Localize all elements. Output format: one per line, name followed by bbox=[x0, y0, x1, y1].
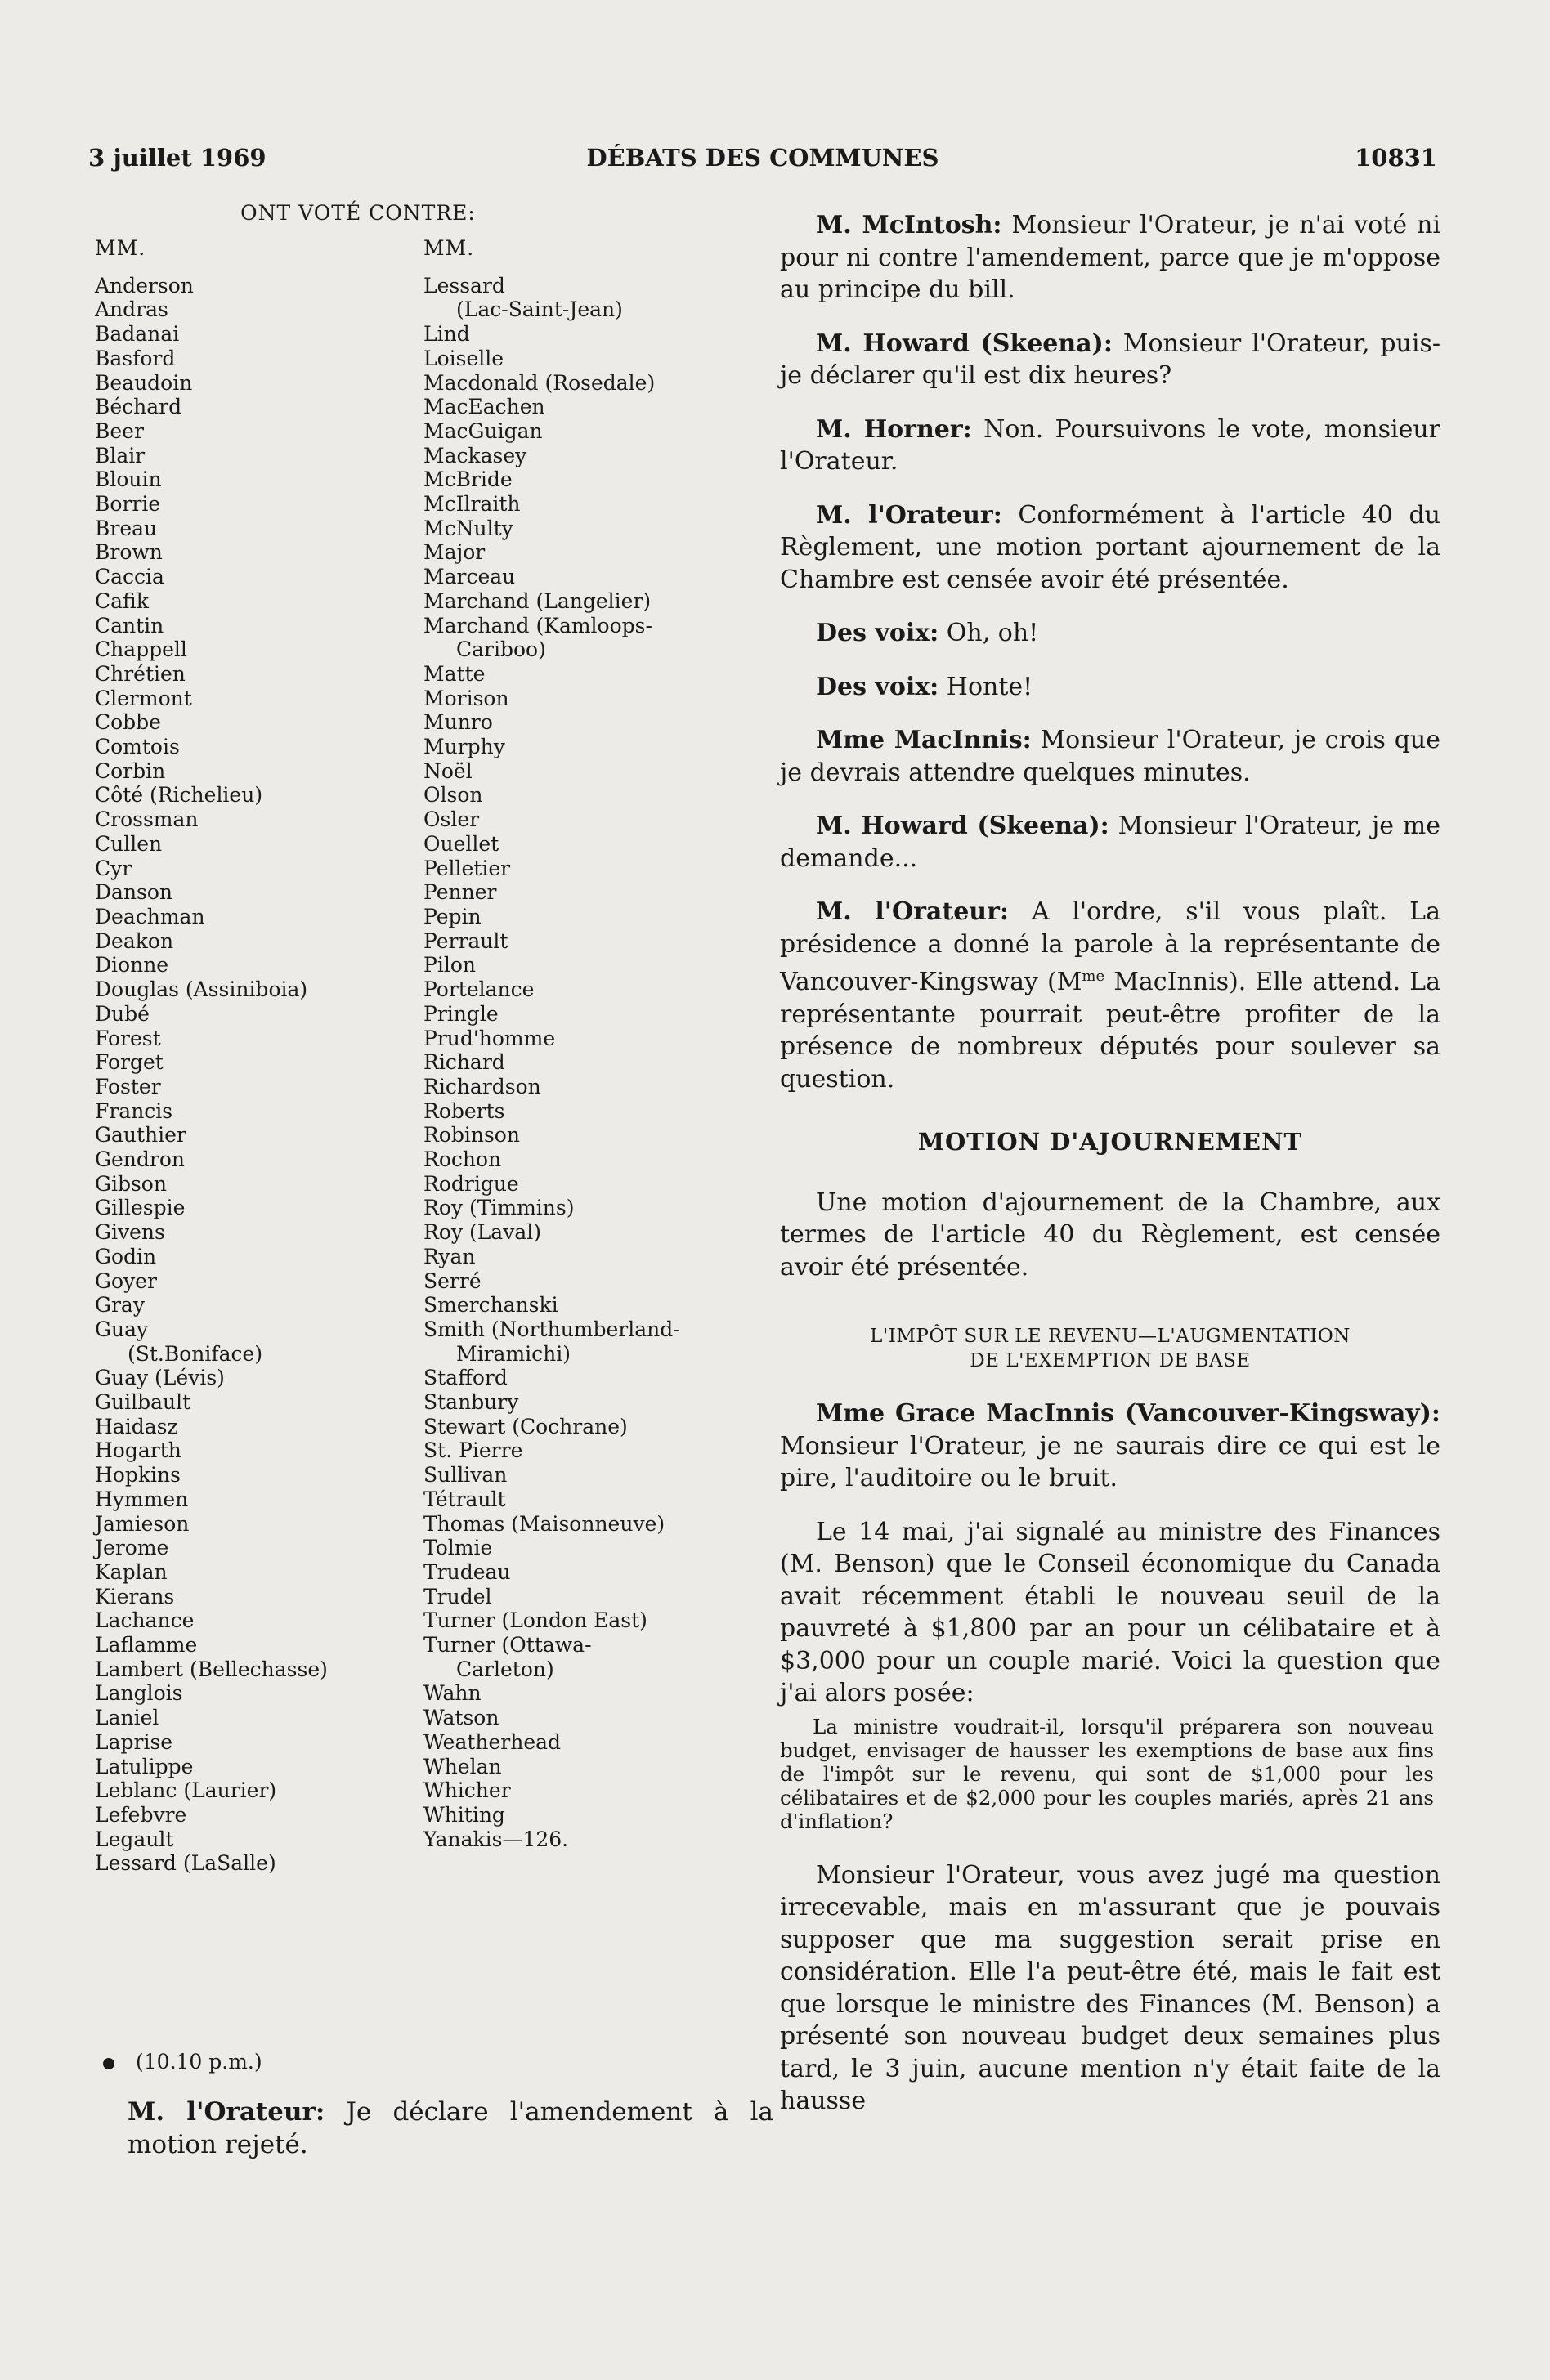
header-title: DÉBATS DES COMMUNES bbox=[586, 144, 939, 172]
member-name: Ryan bbox=[423, 1244, 476, 1268]
member-name: Guay (Lévis) bbox=[95, 1366, 225, 1390]
speaker-label: M. l'Orateur: bbox=[128, 2097, 325, 2127]
member-name: Turner (London East) bbox=[423, 1608, 647, 1633]
member-name: Cobbe bbox=[95, 710, 161, 735]
member-name: (Lac-Saint-Jean) bbox=[456, 298, 623, 322]
member-name: Lambert (Bellechasse) bbox=[95, 1657, 328, 1681]
member-name: Lessard bbox=[423, 273, 505, 298]
member-name: Danson bbox=[95, 880, 173, 905]
member-name: Roy (Timmins) bbox=[423, 1196, 575, 1220]
member-name: Guay bbox=[95, 1317, 149, 1341]
member-name: Cullen bbox=[95, 831, 163, 856]
header-date: 3 juillet 1969 bbox=[88, 144, 267, 172]
member-name: Borrie bbox=[95, 492, 161, 517]
speaker-label: M. l'Orateur: bbox=[816, 500, 1002, 530]
member-name: (St.Boniface) bbox=[128, 1341, 263, 1366]
member-name: Mackasey bbox=[423, 443, 527, 468]
speaker-label: Mme Grace MacInnis (Vancouver-Kingsway): bbox=[816, 1399, 1440, 1428]
paragraph-text: Le 14 mai, j'ai signalé au ministre des Finances (M. Benson) que le Conseil économique du Canada avait récemment établi le nouveau seuil de la pauvreté à $1,800 par an pour un célibataire et à $3,000 pour un couple marié. Voici la question que j'ai alors posée: bbox=[780, 1517, 1440, 1707]
superscript: me bbox=[1082, 968, 1105, 985]
paragraph bbox=[780, 896, 1440, 1095]
paragraph bbox=[780, 499, 1440, 597]
paragraph bbox=[780, 1187, 1440, 1284]
member-name: Brown bbox=[95, 540, 163, 565]
paragraph bbox=[780, 1398, 1440, 1495]
member-name: Blouin bbox=[95, 468, 162, 492]
paragraph-text: Monsieur l'Orateur, vous avez jugé ma question irrecevable, mais en m'assurant que je pouvais supposer que ma suggestion serait prise en considération. Elle l'a peut-être été, mais le fait est que lorsque le ministre des Finances (M. Benson) a présenté son nouveau budget deux semaines plus tard, le 3 juin, aucune mention n'y était faite de la hausse bbox=[780, 1860, 1440, 2115]
paragraph bbox=[780, 414, 1440, 478]
left-final-paragraph bbox=[128, 2096, 773, 2161]
member-name: Blair bbox=[95, 443, 146, 468]
paragraph-text: Oh, oh! bbox=[946, 619, 1039, 647]
member-name: Basford bbox=[95, 346, 176, 370]
paragraph-text: Monsieur l'Orateur, je ne saurais dire ce qui est le pire, l'auditoire ou le bruit. bbox=[780, 1431, 1440, 1492]
member-name: Cariboo) bbox=[456, 638, 546, 662]
member-name: Latulippe bbox=[95, 1754, 194, 1778]
member-name: Stafford bbox=[423, 1366, 508, 1390]
member-name: Dubé bbox=[95, 1001, 150, 1026]
member-name: Penner bbox=[423, 880, 497, 905]
member-name: Matte bbox=[423, 661, 486, 686]
page-number: 10831 bbox=[1355, 144, 1437, 172]
member-name: McIlraith bbox=[423, 492, 521, 517]
paragraph-text: Honte! bbox=[946, 672, 1033, 701]
member-name: Goyer bbox=[95, 1268, 157, 1293]
member-name: Kaplan bbox=[95, 1559, 168, 1584]
paragraph-text: MacInnis). Elle attend. La représentante pourrait peut-être profiter de la présence de nombreux députés pour soulever sa question. bbox=[780, 968, 1440, 1094]
speaker-label: Des voix: bbox=[816, 619, 939, 647]
member-name: Forget bbox=[95, 1050, 164, 1075]
member-name: Gillespie bbox=[95, 1196, 186, 1220]
member-name: Carleton) bbox=[456, 1657, 554, 1681]
member-name: Beer bbox=[95, 418, 144, 443]
member-name: Corbin bbox=[95, 758, 166, 783]
member-name: Cafik bbox=[95, 588, 149, 613]
member-name: Lefebvre bbox=[95, 1803, 187, 1827]
member-name: Whelan bbox=[423, 1754, 502, 1778]
member-name: Laprise bbox=[95, 1729, 173, 1754]
bullet-icon bbox=[103, 2058, 114, 2069]
paragraph-text: Je déclare l'amendement à la motion rejeté. bbox=[128, 2097, 774, 2159]
member-name: McBride bbox=[423, 468, 513, 492]
speaker-label: M. l'Orateur: bbox=[816, 897, 1009, 926]
votes-title: ONT VOTÉ CONTRE: bbox=[240, 201, 476, 225]
member-name: Miramichi) bbox=[456, 1341, 571, 1366]
member-name: Caccia bbox=[95, 565, 164, 589]
member-name: Thomas (Maisonneuve) bbox=[423, 1511, 665, 1536]
member-name: Côté (Richelieu) bbox=[95, 783, 263, 808]
member-name: Loiselle bbox=[423, 346, 504, 370]
time-marker bbox=[103, 2050, 262, 2074]
member-name: Prud'homme bbox=[423, 1026, 556, 1050]
speaker-label: M. Horner: bbox=[816, 414, 972, 444]
vote-column-2 bbox=[423, 236, 767, 1851]
member-name: Francis bbox=[95, 1098, 173, 1123]
right-column bbox=[780, 209, 1440, 2139]
member-name: Deakon bbox=[95, 928, 174, 953]
speaker-label: Mme MacInnis: bbox=[816, 726, 1032, 754]
member-name: Leblanc (Laurier) bbox=[95, 1778, 277, 1803]
member-name: Legault bbox=[95, 1827, 174, 1851]
paragraph bbox=[780, 328, 1440, 392]
member-name: Béchard bbox=[95, 395, 182, 419]
paragraph-text: Non. Poursuivons le vote, monsieur l'Orateur. bbox=[780, 414, 1440, 476]
member-name: Trudel bbox=[423, 1584, 492, 1608]
member-name: Rodrigue bbox=[423, 1171, 519, 1196]
member-name: Jamieson bbox=[95, 1511, 190, 1536]
member-name: Breau bbox=[95, 516, 158, 540]
paragraph-text: A l'ordre, s'il vous plaît. La présidence a donné la parole à la représentante de Vancouver-Kingsway (M bbox=[780, 897, 1440, 996]
speaker-label: M. McIntosh: bbox=[816, 211, 1002, 239]
vote-column-1 bbox=[95, 236, 422, 1876]
member-name: Crossman bbox=[95, 808, 199, 832]
member-name: Chappell bbox=[95, 638, 187, 662]
member-name: Stanbury bbox=[423, 1390, 519, 1415]
member-name: Weatherhead bbox=[423, 1729, 562, 1754]
speaker-label: Des voix: bbox=[816, 672, 939, 701]
member-name: Macdonald (Rosedale) bbox=[423, 370, 656, 395]
paragraph-text: Monsieur l'Orateur, je me demande... bbox=[780, 812, 1441, 873]
member-name: Laflamme bbox=[95, 1633, 198, 1658]
member-name: McNulty bbox=[423, 516, 513, 540]
speaker-label: M. Howard (Skeena): bbox=[816, 812, 1109, 840]
section-title: MOTION D'AJOURNEMENT bbox=[917, 1128, 1303, 1156]
subsection-line: L'IMPÔT SUR LE REVENU—L'AUGMENTATION bbox=[870, 1326, 1351, 1347]
member-name: Cyr bbox=[95, 856, 132, 880]
member-name: Laniel bbox=[95, 1706, 159, 1730]
member-name: Foster bbox=[95, 1074, 161, 1098]
member-name: Beaudoin bbox=[95, 370, 193, 395]
member-name: Richardson bbox=[423, 1074, 541, 1098]
member-name: Gray bbox=[95, 1293, 145, 1318]
member-name: Andras bbox=[95, 298, 168, 322]
page-header bbox=[88, 144, 1437, 180]
member-name: Hymmen bbox=[95, 1487, 189, 1511]
member-name: Trudeau bbox=[423, 1559, 511, 1584]
member-name: Whiting bbox=[423, 1803, 505, 1827]
paragraph-text: Une motion d'ajournement de la Chambre, aux termes de l'article 40 du Règlement, est censée avoir été présentée. bbox=[780, 1188, 1440, 1282]
member-name: Lessard (LaSalle) bbox=[95, 1851, 276, 1876]
member-name: Murphy bbox=[423, 735, 505, 759]
col1-heading: MM. bbox=[95, 236, 146, 260]
member-name: Badanai bbox=[95, 322, 180, 347]
member-name: Clermont bbox=[95, 686, 192, 710]
member-name: Pringle bbox=[423, 1001, 499, 1026]
subsection-line: DE L'EXEMPTION DE BASE bbox=[970, 1350, 1251, 1371]
subsection-title bbox=[780, 1324, 1440, 1373]
paragraph bbox=[780, 209, 1440, 306]
paragraph-text: Monsieur l'Orateur, je n'ai voté ni pour ni contre l'amendement, parce que je m'oppose au principe du bill. bbox=[780, 211, 1441, 304]
paragraph bbox=[780, 1859, 1440, 2118]
member-name: Roberts bbox=[423, 1098, 505, 1123]
member-name: Yanakis—126. bbox=[423, 1827, 569, 1851]
vote-list bbox=[88, 236, 767, 2002]
paragraph-text: Monsieur l'Orateur, puis-je déclarer qu'il est dix heures? bbox=[780, 329, 1440, 390]
paragraph-text: Conformément à l'article 40 du Règlement, une motion portant ajournement de la Chambre est censée avoir été présentée. bbox=[780, 500, 1440, 594]
member-name: Morison bbox=[423, 686, 509, 710]
member-name: Smerchanski bbox=[423, 1293, 558, 1318]
member-name: Douglas (Assiniboia) bbox=[95, 978, 308, 1002]
member-name: Hogarth bbox=[95, 1438, 181, 1463]
member-name: Gauthier bbox=[95, 1123, 186, 1148]
paragraph bbox=[780, 617, 1440, 650]
time-text: (10.10 p.m.) bbox=[136, 2050, 262, 2074]
member-name: Comtois bbox=[95, 735, 180, 759]
col2-heading: MM. bbox=[423, 236, 475, 260]
member-name: St. Pierre bbox=[423, 1438, 523, 1463]
member-name: Sullivan bbox=[423, 1463, 508, 1488]
member-name: Turner (Ottawa- bbox=[423, 1633, 592, 1658]
member-name: Richard bbox=[423, 1050, 505, 1075]
member-name: Givens bbox=[95, 1220, 165, 1245]
member-name: Lind bbox=[423, 322, 470, 347]
member-name: Olson bbox=[423, 783, 483, 808]
member-name: Roy (Laval) bbox=[423, 1220, 541, 1245]
member-name: Gendron bbox=[95, 1148, 185, 1172]
member-name: Rochon bbox=[423, 1148, 502, 1172]
speaker-label: M. Howard (Skeena): bbox=[816, 329, 1113, 358]
col1-names bbox=[95, 274, 422, 1876]
member-name: Cantin bbox=[95, 613, 164, 638]
member-name: Wahn bbox=[423, 1681, 482, 1706]
member-name: Portelance bbox=[423, 978, 535, 1002]
member-name: Serré bbox=[423, 1268, 482, 1293]
member-name: Chrétien bbox=[95, 661, 186, 686]
member-name: Munro bbox=[423, 710, 493, 735]
member-name: Osler bbox=[423, 808, 480, 832]
member-name: Langlois bbox=[95, 1681, 183, 1706]
member-name: Stewart (Cochrane) bbox=[423, 1414, 628, 1438]
left-column bbox=[88, 201, 774, 2159]
member-name: Guilbault bbox=[95, 1390, 191, 1415]
paragraph bbox=[780, 1516, 1440, 1710]
paragraph bbox=[780, 810, 1440, 875]
member-name: Ouellet bbox=[423, 831, 499, 856]
member-name: Pelletier bbox=[423, 856, 511, 880]
paragraph bbox=[780, 724, 1440, 789]
member-name: Major bbox=[423, 540, 486, 565]
member-name: Marchand (Kamloops- bbox=[423, 613, 652, 638]
member-name: MacEachen bbox=[423, 395, 545, 419]
member-name: Noël bbox=[423, 758, 473, 783]
paragraph-text: Monsieur l'Orateur, je crois que je devrais attendre quelques minutes. bbox=[780, 726, 1440, 787]
member-name: Jerome bbox=[95, 1536, 169, 1560]
member-name: Pilon bbox=[423, 953, 476, 978]
member-name: Deachman bbox=[95, 904, 205, 928]
col2-names bbox=[423, 274, 767, 1852]
member-name: Tétrault bbox=[423, 1487, 506, 1511]
member-name: Dionne bbox=[95, 953, 169, 978]
paragraph bbox=[780, 671, 1440, 704]
member-name: Kierans bbox=[95, 1584, 175, 1608]
member-name: Lachance bbox=[95, 1608, 195, 1633]
member-name: Smith (Northumberland- bbox=[423, 1317, 680, 1341]
member-name: Hopkins bbox=[95, 1463, 181, 1488]
member-name: Gibson bbox=[95, 1171, 167, 1196]
member-name: MacGuigan bbox=[423, 418, 543, 443]
member-name: Godin bbox=[95, 1244, 157, 1268]
member-name: Robinson bbox=[423, 1123, 520, 1148]
member-name: Marceau bbox=[423, 565, 516, 589]
member-name: Haidasz bbox=[95, 1414, 178, 1438]
block-quote: La ministre voudrait-il, lorsqu'il préparera son nouveau budget, envisager de hausser les exemptions de base aux fins de l'impôt sur le revenu, qui sont de $1,000 pour les célibataires et de $2,000 pour les couples mariés, après 21 ans d'inflation? bbox=[780, 1714, 1434, 1833]
member-name: Watson bbox=[423, 1706, 499, 1730]
member-name: Anderson bbox=[95, 273, 194, 298]
member-name: Whicher bbox=[423, 1778, 511, 1803]
member-name: Marchand (Langelier) bbox=[423, 588, 652, 613]
member-name: Tolmie bbox=[423, 1536, 493, 1560]
member-name: Perrault bbox=[423, 928, 508, 953]
member-name: Pepin bbox=[423, 904, 482, 928]
member-name: Forest bbox=[95, 1026, 161, 1050]
